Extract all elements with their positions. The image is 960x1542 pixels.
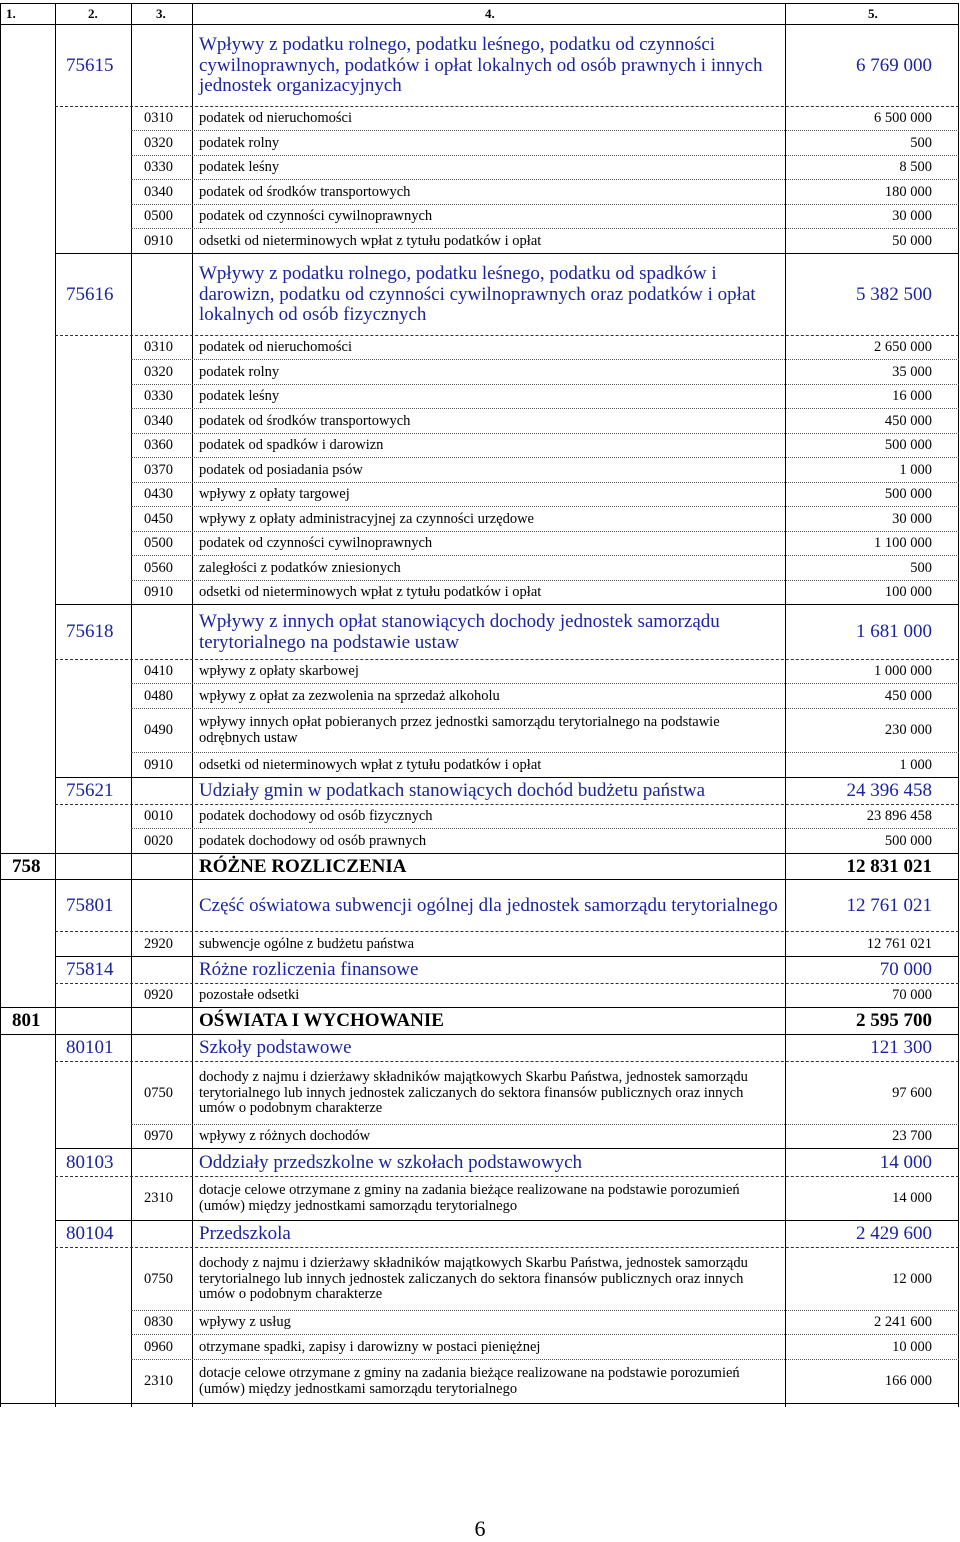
chapter-title: Wpływy z podatku rolnego, podatku leśnego, podatku od spadków i darowizn, podatku od czynności cywilnoprawnych oraz podatków i opłat lokalnych od osób fizycznych [199, 262, 756, 326]
section-amount: 12 831 021 [846, 855, 932, 877]
chapter-title: Różne rozliczenia finansowe [199, 959, 419, 981]
item-label: dochody z najmu i dzierżawy składników majątkowych Skarbu Państwa, jednostek samorządu terytorialnego lub innych jednostek zaliczanych do sektora finansów publicznych oraz innych umów o podobnym charakterze [199, 1254, 748, 1303]
item-code: 0360 [144, 437, 173, 454]
chapter-code: 80104 [66, 1223, 114, 1245]
section-code: 758 [12, 855, 41, 877]
item-amount: 23 700 [892, 1128, 932, 1145]
item-amount: 12 000 [892, 1270, 932, 1287]
item-code: 0310 [144, 110, 173, 127]
item-code: 0330 [144, 388, 173, 405]
item-amount: 30 000 [892, 208, 932, 225]
item-amount: 1 000 000 [874, 663, 932, 680]
chapter-code: 75801 [66, 894, 114, 916]
item-amount: 14 000 [892, 1190, 932, 1207]
item-amount: 97 600 [892, 1084, 932, 1101]
page-number: 6 [474, 1516, 486, 1541]
item-code: 0430 [144, 486, 173, 503]
item-amount: 10 000 [892, 1338, 932, 1355]
item-amount: 450 000 [884, 687, 932, 704]
item-code: 0320 [144, 134, 173, 151]
chapter-title: Oddziały przedszkolne w szkołach podstawowych [199, 1151, 583, 1173]
chapter-code: 75814 [66, 959, 114, 981]
item-code: 0910 [144, 584, 173, 601]
item-code: 0310 [144, 339, 173, 356]
item-amount: 500 [910, 134, 932, 151]
item-amount: 450 000 [884, 412, 932, 429]
chapter-code: 75618 [66, 621, 114, 643]
header-top-border [0, 3, 959, 4]
item-code: 0970 [144, 1128, 173, 1145]
item-code: 0450 [144, 510, 173, 527]
item-code: 0920 [144, 987, 173, 1004]
item-code: 0320 [144, 363, 173, 380]
item-code: 0020 [144, 832, 173, 849]
chapter-amount: 1 681 000 [856, 621, 932, 643]
item-label: zaległości z podatków zniesionych [199, 559, 401, 576]
item-amount: 100 000 [884, 584, 932, 601]
item-amount: 6 500 000 [874, 110, 932, 127]
item-label: podatek leśny [199, 159, 280, 176]
item-label: podatek dochodowy od osób fizycznych [199, 808, 433, 825]
item-code: 0010 [144, 808, 173, 825]
item-label: dotacje celowe otrzymane z gminy na zadania bieżące realizowane na podstawie porozumień (umów) między jednostkami samorządu terytorialnego [199, 1365, 740, 1397]
item-code: 0500 [144, 535, 173, 552]
item-amount: 35 000 [892, 363, 932, 380]
header-col-1: 1. [6, 5, 16, 21]
section-title: RÓŻNE ROZLICZENIA [199, 855, 407, 877]
item-amount: 500 000 [884, 832, 932, 849]
item-label: podatek od nieruchomości [199, 110, 353, 127]
chapter-code: 75615 [66, 54, 114, 76]
item-code: 0370 [144, 461, 173, 478]
item-code: 0340 [144, 412, 173, 429]
item-code: 0340 [144, 183, 173, 200]
item-code: 0490 [144, 722, 173, 739]
item-code: 0750 [144, 1270, 173, 1287]
item-label: subwencje ogólne z budżetu państwa [199, 935, 415, 952]
header-col-3: 3. [156, 5, 166, 21]
table-border-left [0, 3, 1, 1407]
item-code: 2310 [144, 1373, 173, 1390]
chapter-title: Przedszkola [199, 1223, 291, 1245]
header-col-2: 2. [88, 5, 98, 21]
item-amount: 16 000 [892, 388, 932, 405]
chapter-code: 75616 [66, 283, 114, 305]
table-border-right [958, 3, 959, 1407]
chapter-code: 80101 [66, 1037, 114, 1059]
item-label: podatek od spadków i darowizn [199, 437, 384, 454]
header-col-5: 5. [868, 5, 878, 21]
item-label: podatek od nieruchomości [199, 339, 353, 356]
item-label: wpływy z usług [199, 1314, 291, 1331]
item-code: 2920 [144, 935, 173, 952]
item-amount: 2 650 000 [874, 339, 932, 356]
item-amount: 500 [910, 559, 932, 576]
item-amount: 1 000 [899, 461, 932, 478]
item-label: odsetki od nieterminowych wpłat z tytułu podatków i opłat [199, 756, 542, 773]
chapter-amount: 2 429 600 [856, 1223, 932, 1245]
item-label: pozostałe odsetki [199, 987, 300, 1004]
column-divider-2 [131, 3, 132, 1407]
chapter-amount: 6 769 000 [856, 54, 932, 76]
item-amount: 180 000 [884, 183, 932, 200]
item-amount: 166 000 [884, 1373, 932, 1390]
section-code: 801 [12, 1010, 41, 1032]
item-label: podatek od środków transportowych [199, 183, 411, 200]
item-label: odsetki od nieterminowych wpłat z tytułu podatków i opłat [199, 232, 542, 249]
item-code: 0560 [144, 559, 173, 576]
item-label: podatek od czynności cywilnoprawnych [199, 208, 433, 225]
item-label: wpływy z opłaty administracyjnej za czynności urzędowe [199, 510, 534, 527]
chapter-title: Udziały gmin w podatkach stanowiących dochód budżetu państwa [199, 780, 705, 802]
item-code: 0910 [144, 232, 173, 249]
item-amount: 8 500 [899, 159, 932, 176]
item-amount: 50 000 [892, 232, 932, 249]
chapter-title: Część oświatowa subwencji ogólnej dla jednostek samorządu terytorialnego [199, 894, 778, 916]
chapter-code: 80103 [66, 1151, 114, 1173]
chapter-amount: 24 396 458 [846, 780, 932, 802]
chapter-amount: 5 382 500 [856, 283, 932, 305]
item-label: otrzymane spadki, zapisy i darowizny w postaci pieniężnej [199, 1338, 541, 1355]
item-code: 0480 [144, 687, 173, 704]
item-code: 0910 [144, 756, 173, 773]
chapter-code: 75621 [66, 780, 114, 802]
section-amount: 2 595 700 [856, 1010, 932, 1032]
item-label: podatek od środków transportowych [199, 412, 411, 429]
item-code: 0330 [144, 159, 173, 176]
item-amount: 1 100 000 [874, 535, 932, 552]
item-code: 0960 [144, 1338, 173, 1355]
chapter-title: Wpływy z innych opłat stanowiących dochody jednostek samorządu terytorialnego na podstawie ustaw [199, 610, 720, 653]
item-label: wpływy innych opłat pobieranych przez jednostki samorządu terytorialnego na podstawie odrębnych ustaw [199, 714, 720, 746]
item-amount: 500 000 [884, 486, 932, 503]
item-label: dotacje celowe otrzymane z gminy na zadania bieżące realizowane na podstawie porozumień (umów) między jednostkami samorządu terytorialnego [199, 1182, 740, 1214]
item-amount: 2 241 600 [874, 1314, 932, 1331]
item-label: podatek od czynności cywilnoprawnych [199, 535, 433, 552]
chapter-title: Wpływy z podatku rolnego, podatku leśnego, podatku od czynności cywilnoprawnych, podatków i opłat lokalnych od osób prawnych i innych jednostek organizacyjnych [199, 33, 763, 97]
item-label: odsetki od nieterminowych wpłat z tytułu podatków i opłat [199, 584, 542, 601]
item-code: 0500 [144, 208, 173, 225]
item-amount: 70 000 [892, 987, 932, 1004]
item-amount: 1 000 [899, 756, 932, 773]
item-label: wpływy z różnych dochodów [199, 1128, 371, 1145]
item-amount: 500 000 [884, 437, 932, 454]
item-amount: 230 000 [884, 722, 932, 739]
chapter-amount: 14 000 [879, 1151, 932, 1173]
item-code: 0410 [144, 663, 173, 680]
chapter-amount: 12 761 021 [846, 894, 932, 916]
item-label: wpływy z opłaty targowej [199, 486, 350, 503]
item-label: podatek rolny [199, 363, 280, 380]
item-amount: 23 896 458 [866, 808, 932, 825]
section-title: OŚWIATA I WYCHOWANIE [199, 1010, 444, 1032]
item-label: podatek leśny [199, 388, 280, 405]
chapter-amount: 70 000 [879, 959, 932, 981]
item-code: 0830 [144, 1314, 173, 1331]
chapter-title: Szkoły podstawowe [199, 1037, 352, 1059]
item-code: 2310 [144, 1190, 173, 1207]
item-label: dochody z najmu i dzierżawy składników majątkowych Skarbu Państwa, jednostek samorządu terytorialnego lub innych jednostek zaliczanych do sektora finansów publicznych oraz innych umów o podobnym charakterze [199, 1068, 748, 1117]
item-label: podatek rolny [199, 134, 280, 151]
item-code: 0750 [144, 1084, 173, 1101]
item-amount: 30 000 [892, 510, 932, 527]
item-label: podatek dochodowy od osób prawnych [199, 832, 427, 849]
column-divider-4 [785, 3, 786, 1407]
row-separator [0, 1403, 959, 1404]
chapter-amount: 121 300 [870, 1037, 932, 1059]
item-label: podatek od posiadania psów [199, 461, 363, 478]
column-divider-3 [192, 3, 193, 1407]
item-label: wpływy z opłat za zezwolenia na sprzedaż alkoholu [199, 687, 500, 704]
item-label: wpływy z opłaty skarbowej [199, 663, 359, 680]
item-amount: 12 761 021 [866, 935, 932, 952]
header-col-4: 4. [485, 5, 495, 21]
column-divider-1 [55, 3, 56, 1407]
